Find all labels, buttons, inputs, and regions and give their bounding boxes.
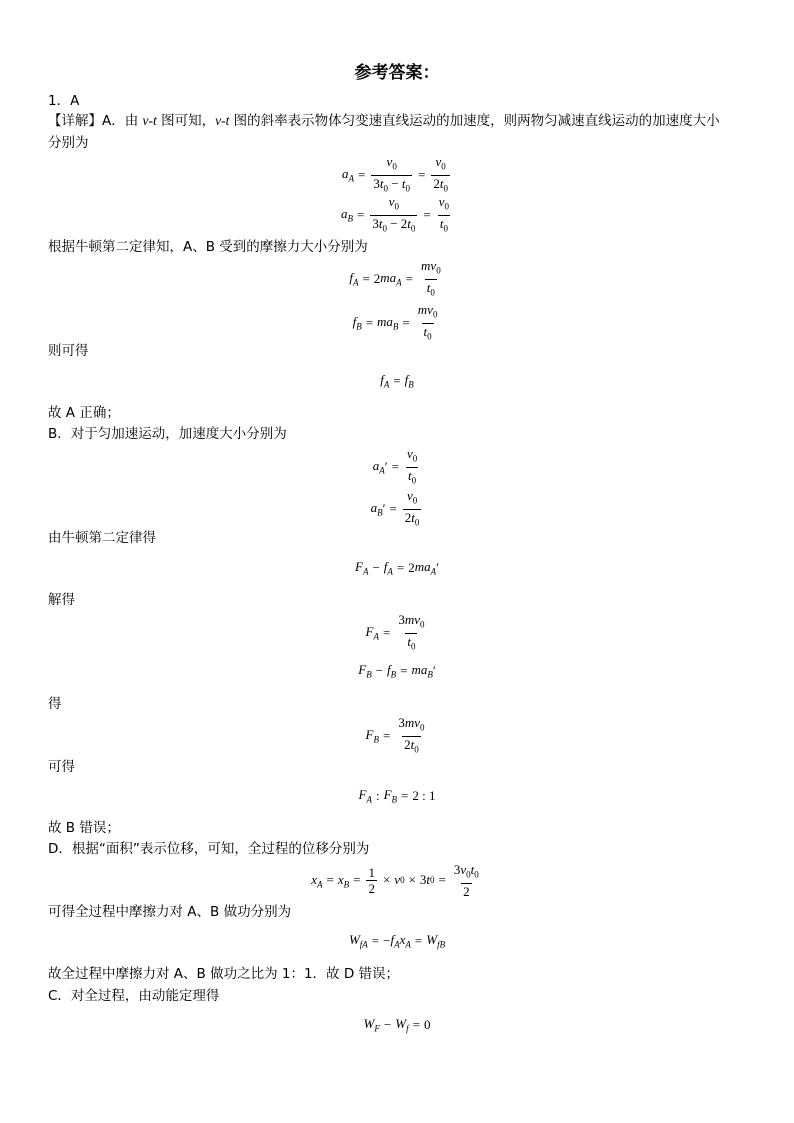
explanation-line-3: 根据牛顿第二定律知，A、B 受到的摩擦力大小分别为 (48, 239, 368, 255)
equation-FB-minus-fB: $F_B$ − $f_B$ = $ma_B$ ′ (358, 662, 436, 680)
equation-work-friction: $W_{fA}$ = − $f_Ax_A$ = $W_{fB}$ (348, 932, 446, 950)
explanation-line-15: C．对全过程，由动能定理得 (48, 988, 220, 1004)
equation-aB-prime: $a_B$ ′ = $\frac{v_0}{2t_0}$ (0, 488, 794, 530)
page-title: 参考答案： (354, 63, 440, 83)
explanation-line-7: 由牛顿第二定律得 (48, 530, 156, 546)
explanation-line-6: B．对于匀加速运动，加速度大小分别为 (48, 426, 287, 442)
question-number: 1．A (48, 93, 80, 109)
equation-FA-minus-fA: $F_A$ − $f_A$ = 2 $ma_A$ ′ (355, 559, 439, 577)
explanation-line-11: 故 B 错误； (48, 820, 120, 836)
explanation-line-2: 分别为 (48, 135, 89, 151)
equation-aA: $a_A$ = $\frac{v_0}{3t_0 - t_0}$ = $\frac{v_0}{2t_0}$ (0, 154, 794, 196)
equation-fB: $f_B$ = $ma_B$ = $\frac{mv_0}{t_0}$ (0, 302, 794, 344)
equation-FA: $F_A$ = $\frac{3mv_0}{t_0}$ (0, 612, 794, 654)
explanation-line-1: 【详解】A．由 v-t 图可知，v-t 图的斜率表示物体匀变速直线运动的加速度，则两物匀减速直线运动的加速度大小 (48, 113, 720, 129)
equation-FA-ratio-FB: $F_A$ : $F_B$ = 2 : 1 (358, 787, 436, 805)
explanation-line-8: 解得 (48, 592, 75, 608)
explanation-line-4: 则可得 (48, 343, 89, 359)
equation-fA-eq-fB: $f_A$ = $f_B$ (380, 372, 414, 390)
explanation-line-14: 故全过程中摩擦力对 A、B 做功之比为 1：1．故 D 错误； (48, 966, 400, 982)
explanation-line-13: 可得全过程中摩擦力对 A、B 做功分别为 (48, 904, 292, 920)
equation-aA-prime: $a_A$ ′ = $\frac{v_0}{t_0}$ (0, 446, 794, 488)
explanation-line-10: 可得 (48, 759, 75, 775)
equation-aB: $a_B$ = $\frac{v_0}{3t_0 - 2t_0}$ = $\frac{v_0}{t_0}$ (0, 194, 794, 236)
explanation-line-9: 得 (48, 696, 62, 712)
explanation-line-12: D．根据“面积”表示位移，可知，全过程的位移分别为 (48, 841, 370, 857)
explanation-line-5: 故 A 正确； (48, 405, 120, 421)
equation-FB: $F_B$ = $\frac{3mv_0}{2t_0}$ (0, 715, 794, 757)
equation-fA: $f_A$ = 2 $ma_A$ = $\frac{mv_0}{t_0}$ (0, 258, 794, 300)
equation-displacement: $x_A$ = $x_B$ = $\frac{1}{2}$ × v 0 × 3 t 0 = $\frac{3v_0t_0}{2}$ (311, 862, 479, 899)
equation-energy-theorem: $W_F$ − $W_f$ = 0 (363, 1016, 431, 1034)
